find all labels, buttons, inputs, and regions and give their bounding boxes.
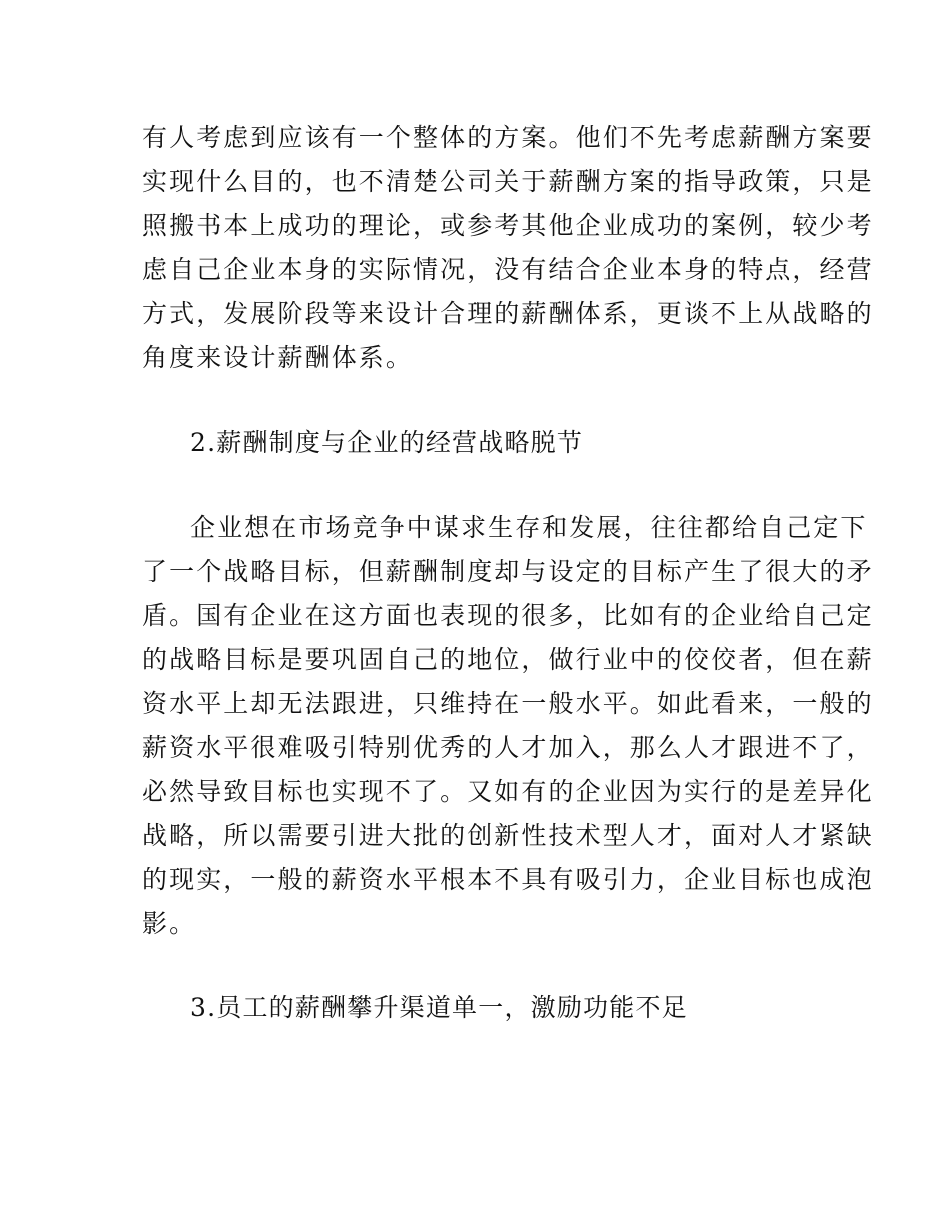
section-heading-2: 2.薪酬制度与企业的经营战略脱节 [190, 428, 584, 457]
paragraph-2-line-6: 薪资水平很难吸引特别优秀的人才加入，那么人才跟进不了， [142, 733, 874, 762]
paragraph-2-line-5: 资水平上却无法跟进，只维持在一般水平。如此看来，一般的 [142, 689, 874, 718]
paragraph-1-line-1: 有人考虑到应该有一个整体的方案。他们不先考虑薪酬方案要 [142, 123, 874, 152]
paragraph-2-line-7: 必然导致目标也实现不了。又如有的企业因为实行的是差异化 [142, 777, 874, 806]
paragraph-2-line-1: 企业想在市场竞争中谋求生存和发展，往往都给自己定下 [190, 513, 868, 542]
paragraph-2-line-9: 的现实，一般的薪资水平根本不具有吸引力，企业目标也成泡 [142, 865, 874, 894]
paragraph-1-line-5: 方式，发展阶段等来设计合理的薪酬体系，更谈不上从战略的 [142, 299, 874, 328]
paragraph-2-line-2: 了一个战略目标，但薪酬制度却与设定的目标产生了很大的矛 [142, 557, 874, 586]
section-heading-3: 3.员工的薪酬攀升渠道单一，激励功能不足 [190, 993, 688, 1022]
paragraph-2-line-4: 的战略目标是要巩固自己的地位，做行业中的佼佼者，但在薪 [142, 645, 874, 674]
paragraph-2-line-3: 盾。国有企业在这方面也表现的很多，比如有的企业给自己定 [142, 601, 874, 630]
paragraph-1-line-2: 实现什么目的，也不清楚公司关于薪酬方案的指导政策，只是 [142, 167, 874, 196]
paragraph-1-line-3: 照搬书本上成功的理论，或参考其他企业成功的案例，较少考 [142, 211, 874, 240]
paragraph-2-line-10: 影。 [142, 909, 197, 938]
paragraph-1-line-6: 角度来设计薪酬体系。 [142, 343, 414, 372]
paragraph-2-line-8: 战略，所以需要引进大批的创新性技术型人才，面对人才紧缺 [142, 821, 874, 850]
paragraph-1-line-4: 虑自己企业本身的实际情况，没有结合企业本身的特点，经营 [142, 255, 874, 284]
